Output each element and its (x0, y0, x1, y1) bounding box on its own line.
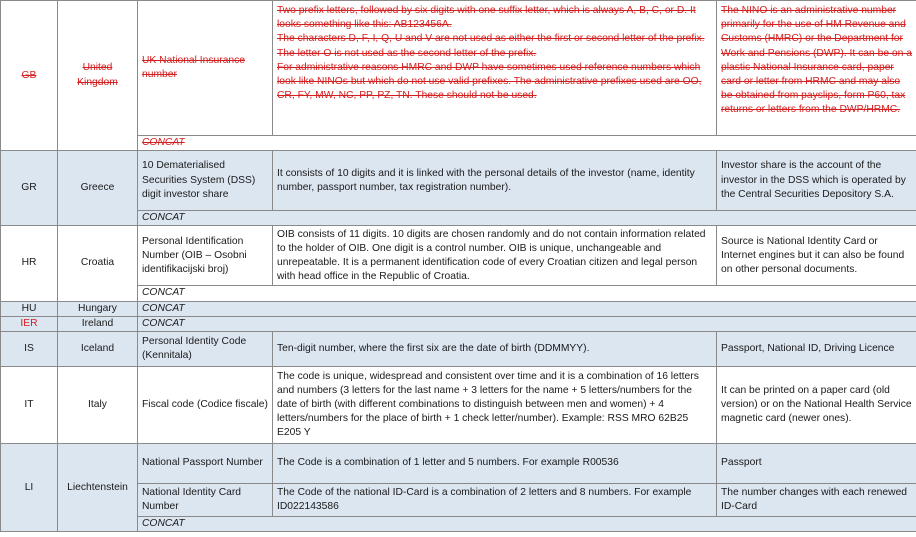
identifier-description: The Code is a combination of 1 letter and 5 numbers. For example R00536 (273, 444, 717, 484)
identifier-name: Personal Identification Number (OIB – Osobni identifikacijski broj) (138, 226, 273, 286)
country-code: IER (1, 316, 58, 331)
description-line: For administrative reasons HMRC and DWP have sometimes used reference numbers which look like NINOs but which do not use valid prefixes. The administrative prefixes used are OO, CR, FY, MW, NC, PP, PZ, TN. These should not be used. (277, 61, 702, 102)
table-row-li-idcard (1, 484, 916, 517)
table-row-ie (1, 316, 916, 331)
identifier-description: OIB consists of 11 digits. 10 digits are chosen randomly and do not contain information related to the holder of OIB. One digit is a control number. OIB is unique, unchangeable and unrepeatable. It is a permanent identification code of every Croatian citizen and legal person with head office in the Republic of Croatia. (273, 226, 717, 286)
table-row-gb (1, 1, 916, 136)
country-name: Italy (58, 367, 138, 444)
identifier-source: Investor share is the account of the investor in the DSS which is operated by the Central Securities Depository S.A. (717, 151, 916, 211)
country-code: IT (1, 367, 58, 444)
table-row-li-passport (1, 444, 916, 484)
identifier-description (273, 1, 717, 136)
country-name: Greece (58, 151, 138, 226)
table-row-gr (1, 151, 916, 211)
concat-row-gr (1, 211, 916, 226)
table-row-it (1, 367, 916, 444)
identifier-name: Fiscal code (Codice fiscale) (138, 367, 273, 444)
country-code: GB (1, 1, 58, 151)
country-name: United Kingdom (58, 1, 138, 151)
concat-label: CONCAT (138, 136, 916, 151)
identifier-description: It consists of 10 digits and it is linked with the personal details of the investor (name, identity number, passport number, tax registration number). (273, 151, 717, 211)
description-line: Two prefix letters, followed by six digits with one suffix letter, which is always A, B, C, or D. It looks something like this: AB123456A. (277, 5, 696, 31)
identifier-source: Source is National Identity Card or Internet engines but it can also be found on other personal documents. (717, 226, 916, 286)
identifier-name: UK National Insurance number (138, 1, 273, 136)
country-name: Liechtenstein (58, 444, 138, 532)
identifier-description: The Code of the national ID-Card is a combination of 2 letters and 8 numbers. For example ID022143586 (273, 484, 717, 517)
country-name: Hungary (58, 301, 138, 316)
concat-label: CONCAT (138, 301, 916, 316)
concat-label: CONCAT (138, 517, 916, 532)
identifier-source: It can be printed on a paper card (old version) or on the National Health Service magnetic card (newer ones). (717, 367, 916, 444)
identifier-name: Personal Identity Code (Kennitala) (138, 332, 273, 367)
identifier-source: The NINO is an administrative number primarily for the use of HM Revenue and Customs (HMRC) or the Department for Work and Pensions (DWP). It can be on a plastic National Insurance card, paper card or letter from HRMC and may also be obtained from payslips, form P60, tax returns or letters from the DWP/HRMC. (717, 1, 916, 136)
identifier-name: National Identity Card Number (138, 484, 273, 517)
identifier-source: Passport, National ID, Driving Licence (717, 332, 916, 367)
table-row-is (1, 332, 916, 367)
concat-row-li (1, 517, 916, 532)
table-row-hu (1, 301, 916, 316)
country-code: LI (1, 444, 58, 532)
table-row-hr (1, 226, 916, 286)
country-name: Iceland (58, 332, 138, 367)
identifier-description: The code is unique, widespread and consistent over time and it is a combination of 16 letters and numbers (3 letters for the last name + 3 letters for the name + 5 letters/numbers for the date of birth (with different combinations to distinguish between men and women) + 4 letters/numbers for the place of birth + 1 check letter/number). Example: RSS MRO 62B25 E205 Y (273, 367, 717, 444)
identifier-name: 10 Dematerialised Securities System (DSS) digit investor share (138, 151, 273, 211)
concat-label: CONCAT (138, 211, 916, 226)
country-code: HU (1, 301, 58, 316)
concat-row-gb (1, 136, 916, 151)
identifier-description: Ten-digit number, where the first six are the date of birth (DDMMYY). (273, 332, 717, 367)
concat-row-hr (1, 286, 916, 301)
description-line: The characters D, F, I, Q, U and V are not used as either the first or second letter of the prefix. The letter O is not used as the second letter of the prefix. (277, 33, 705, 59)
concat-label: CONCAT (138, 286, 916, 301)
country-code: HR (1, 226, 58, 301)
country-code: IS (1, 332, 58, 367)
country-name: Croatia (58, 226, 138, 301)
identifier-source: The number changes with each renewed ID-Card (717, 484, 916, 517)
concat-label: CONCAT (138, 316, 916, 331)
identifier-name: National Passport Number (138, 444, 273, 484)
country-name: Ireland (58, 316, 138, 331)
country-code: GR (1, 151, 58, 226)
identifier-source: Passport (717, 444, 916, 484)
